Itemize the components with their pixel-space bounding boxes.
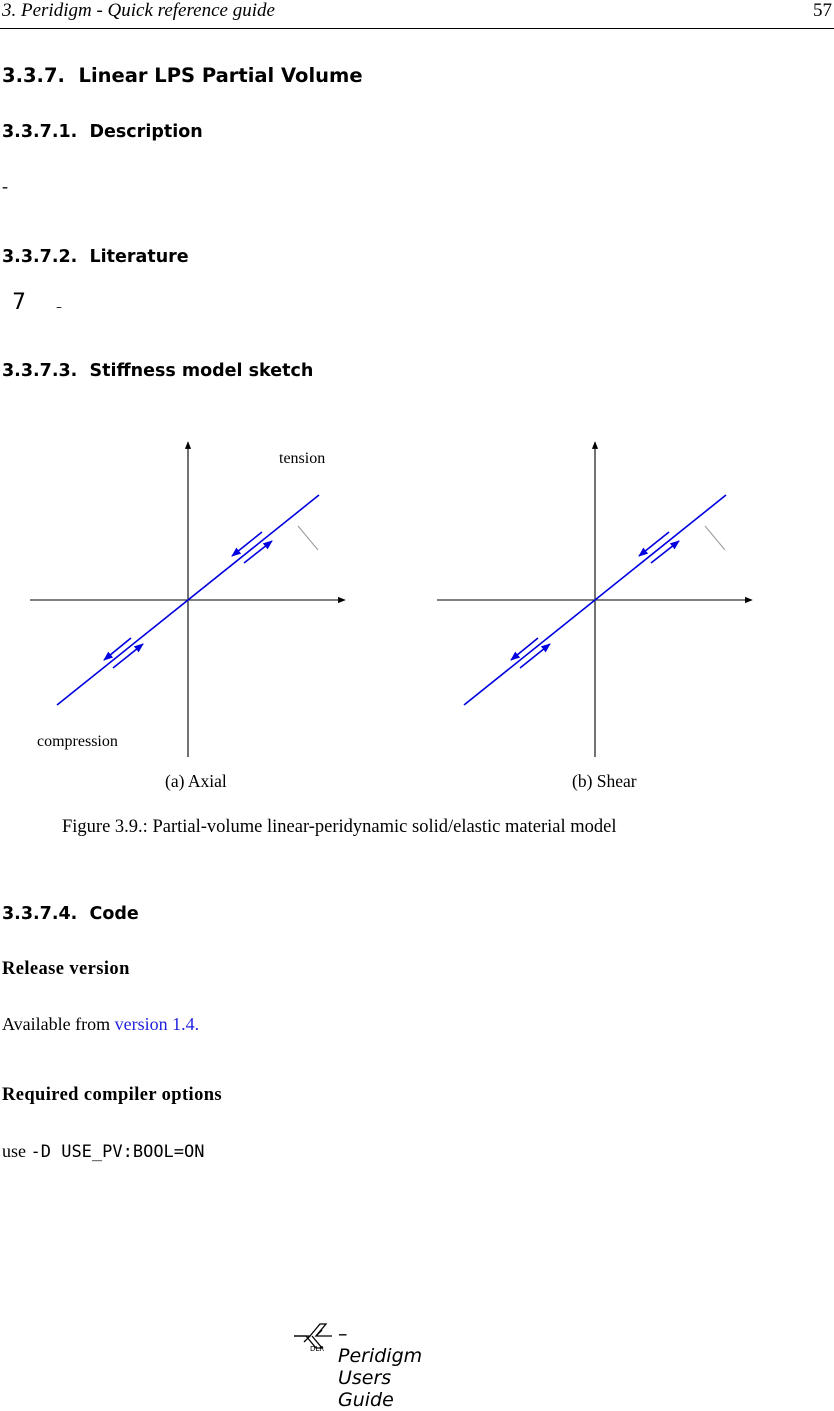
- sketch-heading: [2, 361, 313, 381]
- description-title: Description: [89, 122, 203, 142]
- release-version-text: [2, 1014, 199, 1035]
- literature-heading: [2, 247, 189, 267]
- stiffness-figure: [0, 430, 834, 810]
- shear-slope-marker: [705, 526, 725, 550]
- chapter-title: 3. Peridigm - Quick reference guide: [2, 0, 275, 21]
- compiler-prefix: use: [2, 1141, 31, 1161]
- code-heading: [2, 904, 139, 924]
- section-heading: [2, 64, 363, 87]
- page-number: 57: [813, 0, 832, 21]
- description-dash: -: [2, 176, 8, 191]
- release-text-suffix: .: [194, 1014, 200, 1034]
- shear-plot: [437, 442, 752, 791]
- code-number: 3.3.7.4.: [2, 904, 78, 924]
- shear-caption: (b) Shear: [572, 771, 637, 791]
- figure-caption: Figure 3.9.: Partial-volume linear-peridynamic solid/elastic material model: [62, 817, 617, 837]
- axial-plot: [30, 442, 345, 791]
- literature-title: Literature: [89, 247, 189, 267]
- footer-title: – Peridigm Users Guide: [338, 1323, 423, 1411]
- compiler-options-heading: Required compiler options: [2, 1085, 223, 1105]
- section-title: Linear LPS Partial Volume: [78, 64, 363, 87]
- release-version-heading: Release version: [2, 959, 130, 979]
- literature-marker: 7: [12, 290, 26, 310]
- axial-caption: (a) Axial: [165, 771, 227, 791]
- code-title: Code: [89, 904, 139, 924]
- literature-number: 3.3.7.2.: [2, 247, 78, 267]
- axial-tension-label: tension: [279, 450, 326, 467]
- dlr-logo-icon: [290, 1318, 336, 1352]
- literature-text: [56, 290, 62, 308]
- description-text: [2, 173, 12, 191]
- dlr-logo-text: DLR: [310, 1345, 325, 1352]
- compiler-option-code: -D USE_PV:BOOL=ON: [30, 1142, 205, 1162]
- version-link[interactable]: version 1.4: [114, 1014, 195, 1034]
- running-header: [0, 0, 834, 29]
- axial-slope-marker: [298, 526, 318, 550]
- compiler-options-text: [2, 1141, 205, 1162]
- description-number: 3.3.7.1.: [2, 122, 78, 142]
- axial-compression-label: compression: [37, 733, 118, 750]
- description-heading: [2, 122, 203, 142]
- release-text-prefix: Available from: [2, 1014, 115, 1034]
- section-number: 3.3.7.: [2, 64, 65, 87]
- literature-dash: -: [56, 296, 62, 308]
- sketch-title: Stiffness model sketch: [89, 361, 314, 381]
- sketch-number: 3.3.7.3.: [2, 361, 78, 381]
